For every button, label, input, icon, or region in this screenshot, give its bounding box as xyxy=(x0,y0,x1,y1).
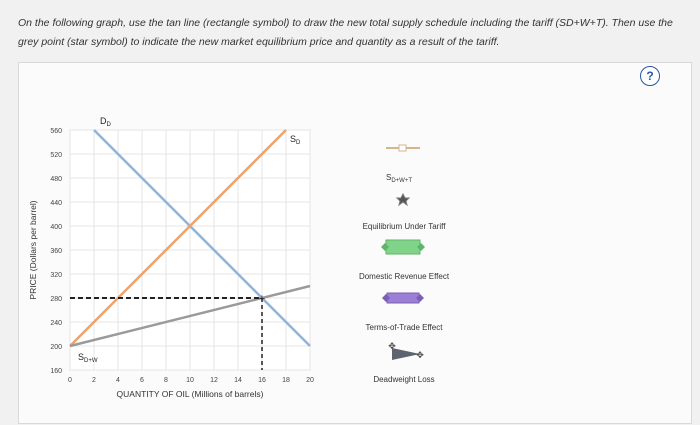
y-tick-label: 480 xyxy=(50,176,62,183)
x-tick-label: 16 xyxy=(258,377,266,384)
help-button[interactable]: ? xyxy=(640,66,660,86)
y-tick-label: 200 xyxy=(50,344,62,351)
y-tick-label: 240 xyxy=(50,320,62,327)
x-axis-title: QUANTITY OF OIL (Millions of barrels) xyxy=(116,389,264,399)
tool-terms-of-trade[interactable] xyxy=(366,293,444,332)
x-tick-label: 10 xyxy=(186,377,194,384)
x-tick-label: 12 xyxy=(210,377,218,384)
x-tick-label: 20 xyxy=(306,377,314,384)
x-tick-label: 4 xyxy=(116,377,120,384)
domestic-supply-label: $S_D$ xyxy=(290,134,301,146)
equilibrium-label: Equilibrium Under Tariff xyxy=(362,222,446,231)
y-tick-label: 320 xyxy=(50,272,62,279)
cross-handle-icon: ✥ xyxy=(388,341,396,351)
x-tick-label: 0 xyxy=(68,377,72,384)
y-tick-label: 560 xyxy=(50,128,62,135)
x-tick-label: 8 xyxy=(164,377,168,384)
y-tick-label: 400 xyxy=(50,224,62,231)
demand-label: $D_D$ xyxy=(100,116,111,128)
tool-domestic-revenue[interactable] xyxy=(359,240,450,281)
tool-equilibrium[interactable] xyxy=(363,194,447,231)
y-axis-title: PRICE (Dollars per barrel) xyxy=(28,200,38,300)
x-tick-label: 2 xyxy=(92,377,96,384)
x-tick-label: 18 xyxy=(282,377,290,384)
y-tick-label: 280 xyxy=(50,296,62,303)
cross-handle-icon: ✥ xyxy=(416,350,424,360)
domestic-revenue-label: Domestic Revenue Effect xyxy=(358,272,450,281)
tool-deadweight[interactable] xyxy=(373,341,434,384)
y-tick-label: 440 xyxy=(50,200,62,207)
world-supply-label: $S_{D+W}$ xyxy=(78,352,98,364)
supply-tariff-label: $S_{D+W+T}$ xyxy=(386,173,413,184)
drag-handle-icon: + xyxy=(258,293,266,305)
y-tick-label: 360 xyxy=(50,248,62,255)
y-tick-label: 520 xyxy=(50,152,62,159)
tool-supply-tariff[interactable] xyxy=(386,145,420,184)
x-tick-label: 6 xyxy=(140,377,144,384)
star-icon xyxy=(397,194,409,205)
y-tick-label: 160 xyxy=(50,368,62,375)
x-tick-label: 14 xyxy=(234,377,242,384)
deadweight-label: Deadweight Loss xyxy=(373,375,435,384)
instructions-text: On the following graph, use the tan line (rectangle symbol) to draw the new total supply schedule including the tariff (SD+W+T). Then use the grey point (star symbol) to indicate the new market equilibrium price and quantity as a result of the tariff. xyxy=(18,17,673,48)
terms-of-trade-label: Terms-of-Trade Effect xyxy=(365,323,443,332)
